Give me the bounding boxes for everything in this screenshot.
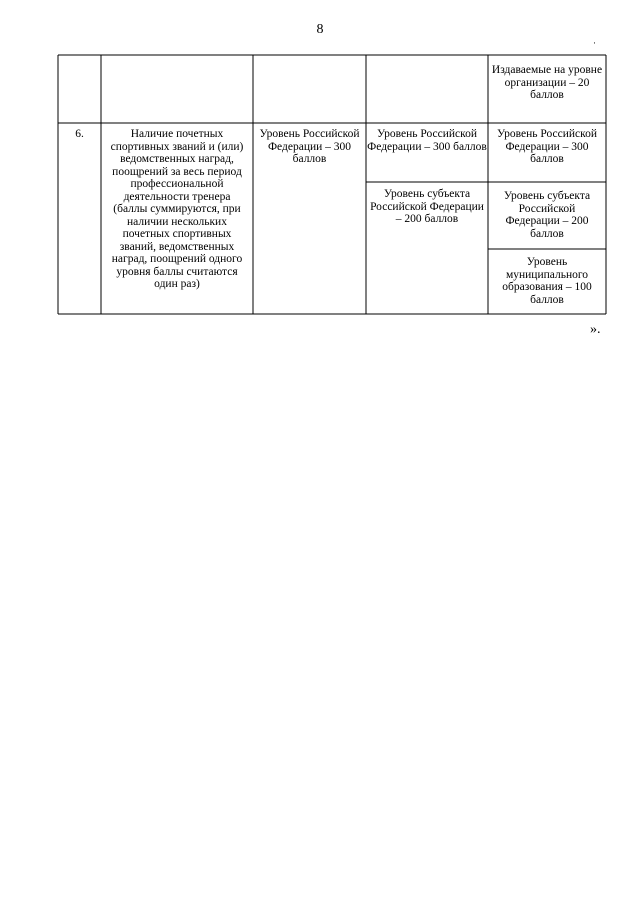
prev-row-col5-text: Издаваемые на уровне организации – 20 баллов (491, 64, 603, 101)
col3-federal-level: Уровень Российской Федерации – 300 баллов (259, 128, 360, 165)
col4-regional-level: Уровень субъекта Российской Федерации – 200 баллов (370, 188, 484, 225)
col5-municipal-level: Уровень муниципального образования – 100 баллов (502, 256, 592, 306)
closing-quote: ». (590, 322, 601, 337)
col5-regional-level: Уровень субъекта Российской Федерации – 200 баллов (503, 190, 591, 240)
row-description: Наличие почетных спортивных званий и (или) ведомственных наград, поощрений за весь период профессиональной деятельности тренера (баллы суммируются, при наличии нескольких почетных спортивных званий, ведомственных наград, поощрений одного уровня баллы считаются один раз) (110, 128, 244, 290)
scan-mark: · (593, 38, 596, 48)
row-number: 6. (75, 128, 84, 140)
col5-federal-level: Уровень Российской Федерации – 300 баллов (496, 128, 598, 165)
page-number: 8 (316, 22, 324, 37)
col4-federal-level: Уровень Российской Федерации – 300 баллов (367, 128, 487, 153)
